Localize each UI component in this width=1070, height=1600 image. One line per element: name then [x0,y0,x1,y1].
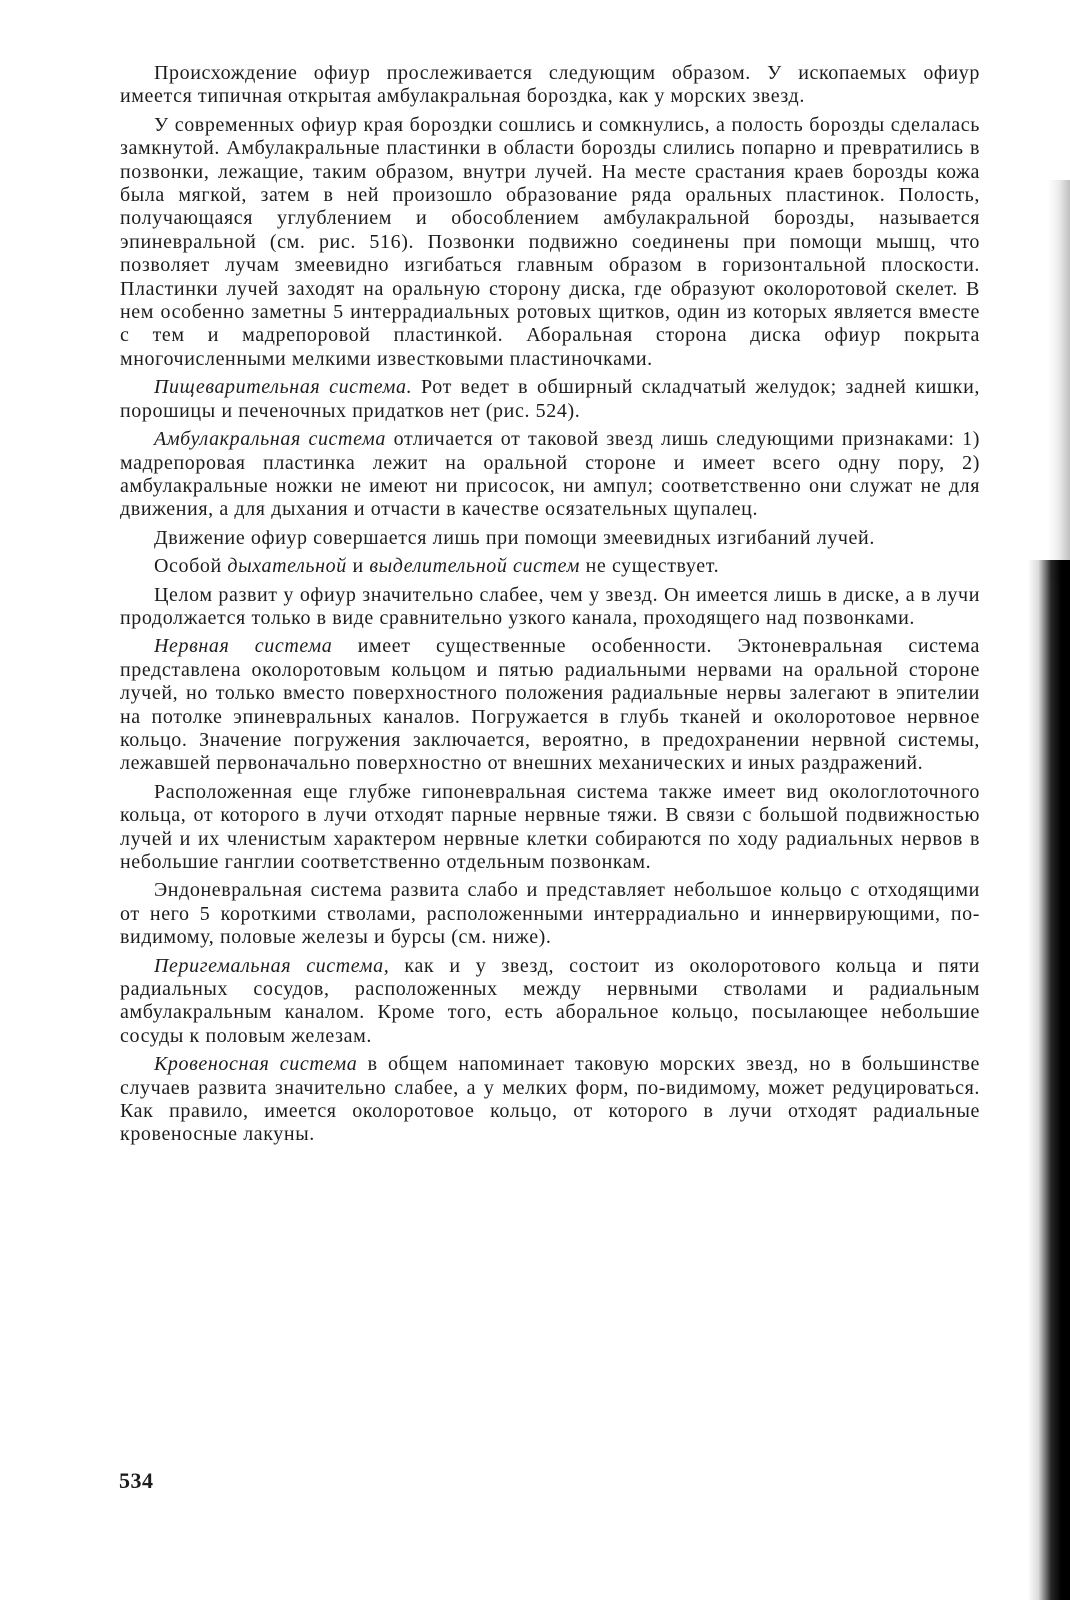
italic-heading: выделительной систем [369,555,580,578]
text-run: Эндоневральная система развита слабо и представляет небольшое кольцо с отходящими от него 5 короткими стволами, расположенными интеррадиально и иннервирующими, по-видимому, половые железы и бурсы (см. ниже). [120,879,980,949]
paragraph [120,527,980,550]
text-run: Происхождение офиур прослеживается следующим образом. У ископаемых офиур имеется типичная открытая амбулакральная бороздка, как у морских звезд. [120,62,980,108]
page-number: 534 [119,1468,154,1493]
binding-shadow [1028,560,1070,1600]
italic-heading: дыхательной [227,555,347,578]
body-text [120,62,980,1152]
text-run: Расположенная еще глубже гипоневральная система также имеет вид окологлоточного кольца, от которого в лучи отходят парные нервные тяжи. В связи с большой подвижностью лучей и их членистым характером нервные клетки собираются по ходу радиальных нервов в небольшие ганглии соответственно отдельным позвонкам. [120,780,980,873]
text-run: не существует. [579,555,720,578]
italic-heading: Перигемальная система, [154,954,390,977]
paragraph [120,376,980,423]
text-run: Движение офиур совершается лишь при помощи змеевидных изгибаний лучей. [154,526,875,549]
paragraph [120,635,980,775]
text-run: отличается от таковой звезд лишь следующими признаками: 1) мадрепоровая пластинка лежит на оральной стороне и имеет всего одну пору, 2) амбулакральные ножки не имеют ни присосок, ни ампул; соответственно они служат не для движения, а для дыхания и отчасти в качестве осязательных щупалец. [120,428,980,521]
binding-shadow-top [1048,180,1070,580]
paragraph [120,584,980,631]
italic-heading: Амбулакральная система [154,428,387,451]
text-run: У современных офиур края бороздки сошлись и сомкнулись, а полость борозды сделалась замкнутой. Амбулакральные пластинки в области борозды слились попарно и превратились в позвонки, лежащие, таким образом, внутри лучей. На месте срастания краев борозды кожа была мягкой, затем в ней произошло образование ряда оральных пластинок. Полость, получающаяся углублением и обособлением амбулакральной борозды, называется эпиневральной (см. рис. 516). Позвонки подвижно соединены при помощи мышц, что позволяет лучам змеевидно изгибаться главным образом в горизонтальной плоскости. Пластинки лучей заходят на оральную сторону диска, где образуют околоротовой скелет. В нем особенно заметны 5 интеррадиальных ротовых щитков, один из которых является вместе с тем и мадрепоровой пластинкой. Аборальная сторона диска офиур покрыта многочисленными мелкими известковыми пластиночками. [120,113,980,370]
text-run: Рот ведет в обширный складчатый желудок; задней кишки, порошицы и печеночных придатков нет (рис. 524). [120,376,980,422]
paragraph [120,428,980,522]
italic-heading: Пищеварительная система. [154,376,413,399]
italic-heading: Нервная система [154,635,333,658]
paragraph [120,955,980,1049]
text-run: и [346,555,370,578]
text-run: как и у звезд, состоит из околоротового кольца и пяти радиальных сосудов, расположенных между нервными стволами и радиальным амбулакральным каналом. Кроме того, есть аборальное кольцо, посылающее небольшие сосуды к половым железам. [120,954,980,1047]
paragraph [120,114,980,371]
paragraph [120,1053,980,1147]
paragraph [120,62,980,109]
text-run: Особой [154,555,228,578]
paragraph [120,781,980,875]
text-run: Целом развит у офиур значительно слабее, чем у звезд. Он имеется лишь в диске, а в лучи продолжается только в виде сравнительно узкого канала, проходящего над позвонками. [120,583,980,629]
paragraph [120,879,980,949]
paragraph [120,555,980,578]
text-run: имеет существенные особенности. Эктоневральная система представлена околоротовым кольцом и пятью радиальными нервами на оральной стороне лучей, но только вместо поверхностного положения радиальные нервы залегают в эпителии на потолке эпиневральных каналов. Погружается в глубь тканей и околоротовое нервное кольцо. Значение погружения заключается, вероятно, в предохранении нервной системы, лежавшей первоначально поверхностно от внешних механических и иных раздражений. [120,635,981,775]
text-run: в общем напоминает таковую морских звезд, но в большинстве случаев развита значительно слабее, а у мелких форм, по-видимому, может редуцироваться. Как правило, имеется околоротовое кольцо, от которого в лучи отходят радиальные кровеносные лакуны. [120,1053,980,1146]
italic-heading: Кровеносная система [154,1053,358,1076]
